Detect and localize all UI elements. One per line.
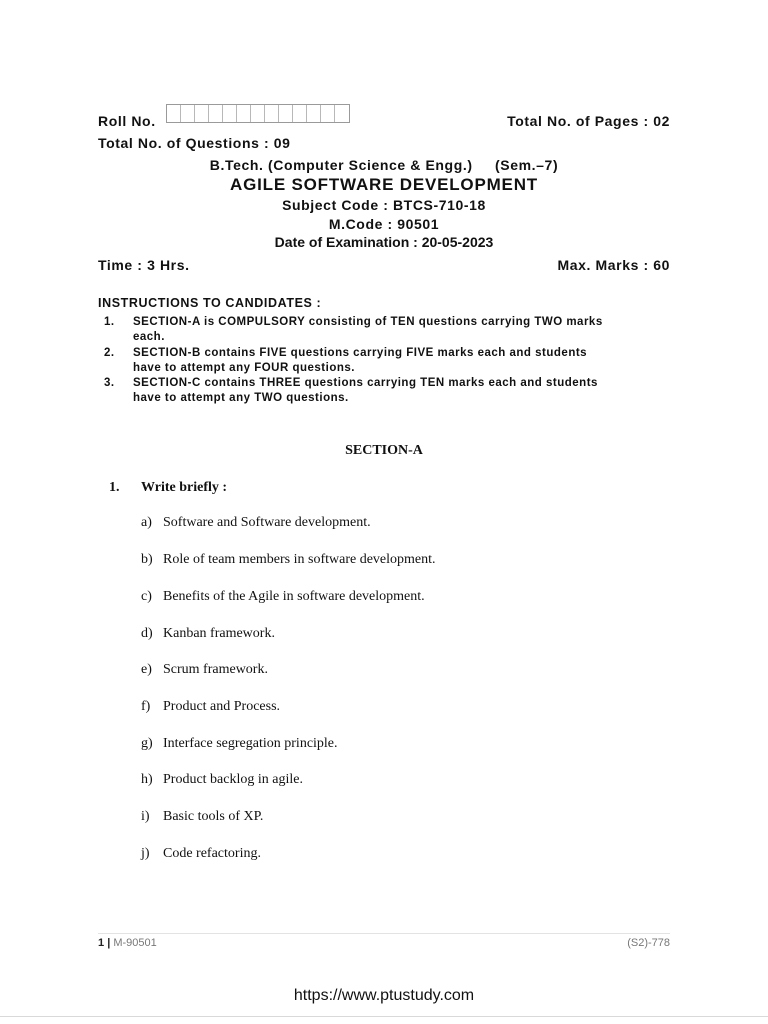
question-part xyxy=(141,515,371,531)
instructions-heading: INSTRUCTIONS TO CANDIDATES : xyxy=(98,296,322,310)
instruction-line: SECTION-B contains FIVE questions carrying FIVE marks each and students xyxy=(133,347,588,359)
part-label: f) xyxy=(141,699,151,714)
part-text: Kanban framework. xyxy=(163,626,275,641)
part-label: c) xyxy=(141,589,152,604)
part-text: Product and Process. xyxy=(163,699,281,714)
total-questions: Total No. of Questions : 09 xyxy=(98,135,291,151)
question-part xyxy=(141,736,338,752)
part-label: d) xyxy=(141,626,153,641)
exam-date: Date of Examination : 20-05-2023 xyxy=(274,234,494,250)
part-label: i) xyxy=(141,809,150,824)
question-part xyxy=(141,809,263,825)
part-label: e) xyxy=(141,662,152,677)
roll-no-box xyxy=(321,105,335,122)
course-line: B.Tech. (Computer Science & Engg.) (Sem.–7) xyxy=(209,157,559,173)
max-marks: Max. Marks : 60 xyxy=(557,257,670,273)
footer-divider xyxy=(98,933,670,934)
roll-no-box xyxy=(265,105,279,122)
question-part xyxy=(141,626,275,642)
instruction-number: 1. xyxy=(104,316,115,328)
instruction-line: SECTION-C contains THREE questions carrying TEN marks each and students xyxy=(133,377,598,389)
instruction-number: 2. xyxy=(104,347,115,359)
question-part xyxy=(141,552,436,568)
question-number: 1. xyxy=(109,480,120,495)
instruction-line: SECTION-A is COMPULSORY consisting of TEN questions carrying TWO marks xyxy=(133,316,603,328)
mcode: M.Code : 90501 xyxy=(328,216,440,232)
part-text: Interface segregation principle. xyxy=(163,736,338,751)
footer-code: (S2)-778 xyxy=(627,937,670,949)
roll-no-label: Roll No. xyxy=(98,113,156,129)
roll-no-box xyxy=(167,105,181,122)
roll-no-box xyxy=(335,105,349,122)
part-label: b) xyxy=(141,552,153,567)
question-text: Write briefly : xyxy=(141,480,228,495)
section-a-title: SECTION-A xyxy=(345,443,423,458)
part-text: Product backlog in agile. xyxy=(163,772,303,787)
roll-no-boxes xyxy=(166,104,350,123)
question-part xyxy=(141,699,280,715)
part-text: Code refactoring. xyxy=(163,846,261,861)
question-part xyxy=(141,772,303,788)
roll-no-box xyxy=(307,105,321,122)
part-label: g) xyxy=(141,736,153,751)
roll-no-box xyxy=(293,105,307,122)
part-text: Role of team members in software development. xyxy=(163,552,436,567)
question-part xyxy=(141,589,425,605)
question-part xyxy=(141,846,261,862)
part-label: h) xyxy=(141,772,153,787)
source-url[interactable]: https://www.ptustudy.com xyxy=(293,987,475,1004)
roll-no-box xyxy=(223,105,237,122)
roll-no-box xyxy=(195,105,209,122)
part-text: Basic tools of XP. xyxy=(163,809,264,824)
roll-no-box xyxy=(181,105,195,122)
instruction-item xyxy=(98,315,673,345)
question-part xyxy=(141,662,268,678)
footer-separator: | xyxy=(107,937,111,949)
instruction-line: have to attempt any FOUR questions. xyxy=(133,362,355,374)
footer-mcode: M-90501 xyxy=(113,937,157,949)
part-label: a) xyxy=(141,515,152,530)
page-number: 1 xyxy=(98,937,105,949)
instruction-number: 3. xyxy=(104,377,115,389)
roll-no-box xyxy=(237,105,251,122)
total-pages: Total No. of Pages : 02 xyxy=(507,113,670,129)
time-allowed: Time : 3 Hrs. xyxy=(98,257,190,273)
roll-no-box xyxy=(251,105,265,122)
roll-no-box xyxy=(209,105,223,122)
instruction-line: have to attempt any TWO questions. xyxy=(133,392,349,404)
instruction-item xyxy=(98,346,673,376)
page-footer xyxy=(98,937,157,949)
subject-code: Subject Code : BTCS-710-18 xyxy=(282,197,486,213)
part-text: Software and Software development. xyxy=(163,515,371,530)
instruction-item xyxy=(98,376,673,406)
roll-no-box xyxy=(279,105,293,122)
paper-title: AGILE SOFTWARE DEVELOPMENT xyxy=(230,175,538,194)
bottom-divider xyxy=(0,1016,768,1017)
instruction-line: each. xyxy=(133,331,165,343)
part-text: Benefits of the Agile in software development. xyxy=(163,589,425,604)
part-label: j) xyxy=(141,846,150,861)
part-text: Scrum framework. xyxy=(163,662,268,677)
